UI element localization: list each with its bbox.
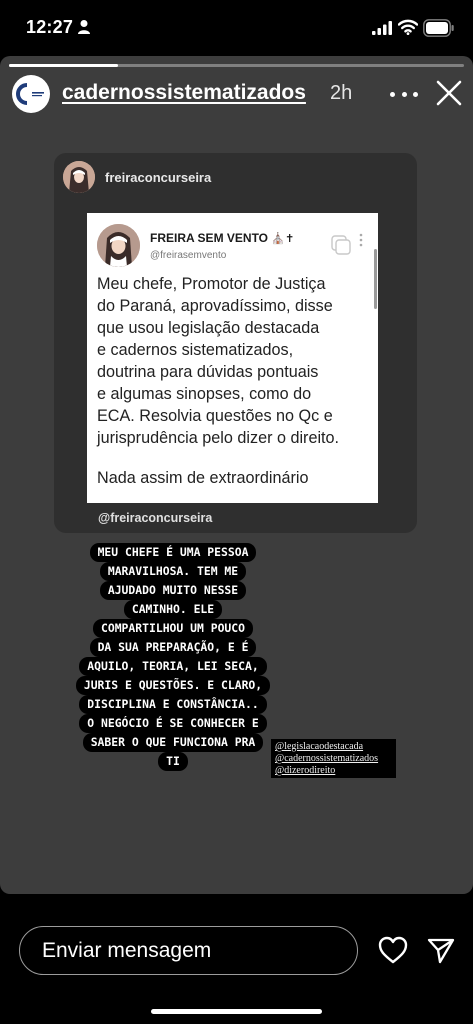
story-view[interactable] (0, 56, 473, 894)
message-input[interactable] (19, 926, 358, 975)
more-icon (390, 92, 395, 97)
close-icon (438, 82, 460, 104)
shared-post[interactable] (54, 153, 417, 533)
shared-post-username[interactable]: freiraconcurseira (105, 170, 212, 185)
tweet-scrollbar (374, 249, 377, 309)
tweet-card (87, 213, 378, 503)
more-icon-dot (402, 92, 407, 97)
tweet-text-line: doutrina para dúvidas pontuais (97, 363, 319, 381)
shared-post-avatar[interactable] (63, 161, 95, 193)
wifi-icon (398, 19, 418, 35)
mention-link[interactable]: @cadernossistematizados (275, 753, 379, 764)
story-avatar[interactable] (12, 75, 50, 113)
send-icon (429, 940, 453, 962)
story-username[interactable]: cadernossistematizados (62, 81, 306, 104)
tweet-text-line: e algumas sinopses, como do (97, 385, 312, 403)
close-button[interactable] (434, 78, 464, 108)
battery-icon (423, 19, 455, 37)
status-time: 12:27 (26, 17, 74, 37)
more-button[interactable] (390, 83, 418, 105)
home-indicator[interactable] (151, 1009, 322, 1014)
tweet-text-line: do Paraná, aprovadíssimo, disse (97, 297, 333, 315)
brand-logo-icon (12, 75, 50, 113)
heart-icon (380, 938, 406, 962)
nun-avatar-icon (63, 161, 95, 193)
shared-post-credit[interactable]: @freiraconcurseira (98, 511, 213, 525)
caption-line: MARAVILHOSA. TEM ME (100, 562, 246, 581)
story-caption (57, 543, 289, 771)
status-bar (0, 0, 473, 56)
tweet-text-line: Meu chefe, Promotor de Justiça (97, 275, 326, 293)
caption-line: COMPARTILHOU UM POUCO (93, 619, 253, 638)
caption-line: AJUDADO MUITO NESSE (100, 581, 246, 600)
mentions-sticker[interactable] (271, 739, 396, 778)
caption-line: MEU CHEFE É UMA PESSOA (90, 543, 257, 562)
more-icon-dot (413, 92, 418, 97)
nun-avatar-icon (97, 224, 140, 267)
signal-icon (372, 21, 392, 35)
caption-line: TI (158, 752, 188, 771)
caption-line: SABER O QUE FUNCIONA PRA (83, 733, 264, 752)
tweet-text-line: ECA. Resolvia questões no Qc e (97, 407, 333, 425)
tweet-text-line: Nada assim de extraordinário (97, 469, 309, 487)
church-cross-emoji: ⛪✝ (271, 233, 295, 245)
caption-line: JURIS E QUESTÕES. E CLARO, (76, 676, 270, 695)
caption-line: CAMINHO. ELE (124, 600, 222, 619)
tweet-author-handle: @freirasemvento (150, 250, 227, 261)
send-button[interactable] (427, 937, 455, 964)
story-progress (9, 64, 464, 67)
mention-link[interactable]: @dizerodireito (275, 765, 336, 776)
kebab-menu-icon (359, 233, 363, 247)
tweet-text-line: jurisprudência pelo dizer o direito. (97, 429, 340, 447)
caption-line: O NEGÓCIO É SE CONHECER E (79, 714, 266, 733)
person-icon (77, 19, 91, 35)
copy-icon (331, 235, 351, 255)
tweet-author-name (150, 231, 294, 245)
tweet-avatar (97, 224, 140, 267)
tweet-author-name-text: FREIRA SEM VENTO (150, 231, 269, 245)
tweet-text (97, 273, 373, 489)
tweet-paragraph-gap (97, 449, 373, 467)
tweet-text-line: que usou legislação destacada (97, 319, 320, 337)
tweet-text-line: e cadernos sistematizados, (97, 341, 294, 359)
like-button[interactable] (378, 936, 408, 964)
story-time: 2h (330, 82, 353, 104)
mention-link[interactable]: @legislacaodestacada (275, 741, 364, 752)
caption-line: DA SUA PREPARAÇÃO, E É (90, 638, 257, 657)
story-progress-fill (9, 64, 118, 67)
caption-line: AQUILO, TEORIA, LEI SECA, (79, 657, 266, 676)
caption-line: DISCIPLINA E CONSTÂNCIA.. (79, 695, 266, 714)
